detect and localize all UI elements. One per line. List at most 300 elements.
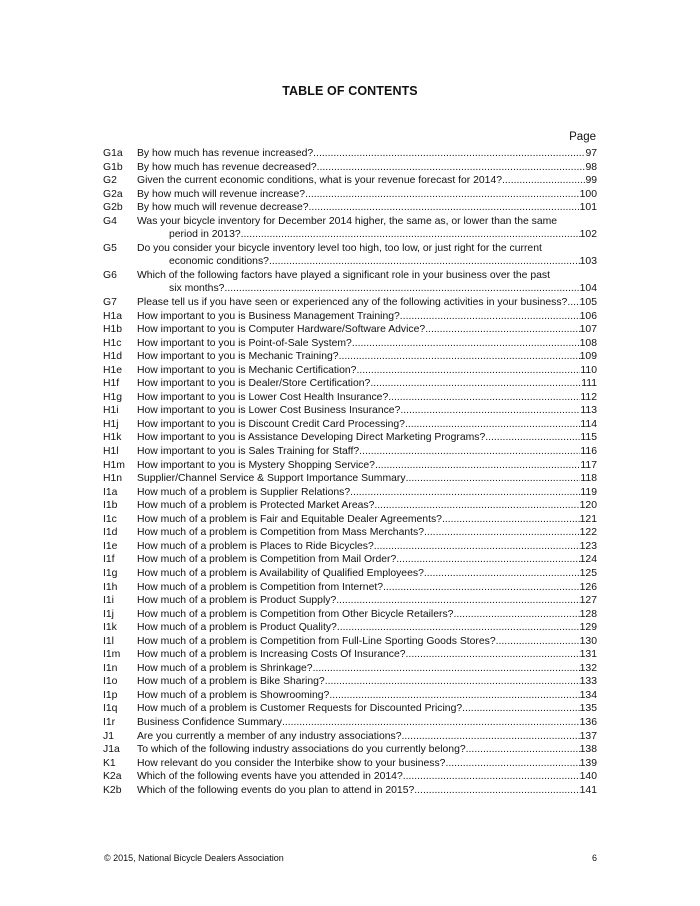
toc-entry-line [137, 716, 597, 730]
toc-entry-page: 119 [580, 486, 597, 498]
toc-entry-body [137, 377, 597, 391]
toc-entry-line [137, 282, 597, 296]
toc-entry-body [137, 702, 597, 716]
toc-entry-body [137, 675, 597, 689]
toc-entry-body [137, 689, 597, 703]
toc-entry-title: How relevant do you consider the Interbike show to your business? [137, 757, 446, 769]
toc-entry-title: How much of a problem is Product Quality? [137, 622, 337, 634]
toc-entry-title: How important to you is Assistance Developing Direct Marketing Programs? [137, 432, 486, 444]
toc-entry-title: Which of the following events do you plan to attend in 2015? [137, 784, 415, 796]
toc-entry [103, 770, 597, 784]
toc-entry-line [137, 635, 597, 649]
toc-entry-body [137, 540, 597, 554]
toc-entry [103, 350, 597, 364]
toc-entry [103, 269, 597, 296]
toc-entry-title: economic conditions? [169, 256, 269, 268]
toc-entry [103, 472, 597, 486]
copyright-notice: © 2015, National Bicycle Dealers Association [104, 853, 284, 863]
toc-entry [103, 242, 597, 269]
toc-entry-title: How much of a problem is Increasing Costs Of Insurance? [137, 649, 406, 661]
dot-leader [403, 770, 580, 784]
toc-entry-page: 127 [579, 595, 597, 607]
toc-entry-code: H1n [103, 473, 123, 485]
toc-entry [103, 147, 597, 161]
toc-entry-line [137, 581, 597, 595]
toc-entry-line [137, 350, 597, 364]
toc-entry [103, 188, 597, 202]
toc-entry-title: How important to you is Discount Credit Card Processing? [137, 418, 405, 430]
toc-entry-code: G2b [103, 202, 123, 214]
toc-entry-title: How much of a problem is Competition from Internet? [137, 581, 384, 593]
dot-leader [400, 310, 580, 324]
page-number: 6 [591, 853, 597, 863]
toc-entry-page: 140 [579, 771, 597, 783]
toc-entry-page: 112 [580, 391, 597, 403]
dot-leader [282, 716, 580, 730]
dot-leader [406, 472, 581, 486]
toc-entry-page: 130 [579, 635, 597, 647]
toc-entry-code: H1k [103, 432, 122, 444]
toc-entry [103, 296, 597, 310]
toc-entry-page: 121 [579, 513, 597, 525]
toc-entry-code: G2 [103, 175, 117, 187]
toc-entry-title: By how much will revenue decrease? [137, 202, 309, 214]
toc-entry-code: K2b [103, 784, 122, 796]
toc-entry [103, 418, 597, 432]
toc-entry-title: How important to you is Dealer/Store Certification? [137, 378, 371, 390]
dot-leader [425, 323, 579, 337]
footer [104, 853, 597, 863]
toc-entry-page: 98 [585, 161, 597, 173]
toc-entry [103, 404, 597, 418]
toc-entry-page: 103 [579, 256, 597, 268]
toc-entry-line [137, 161, 597, 175]
toc-entry-page: 106 [579, 310, 597, 322]
dot-leader [405, 418, 580, 432]
dot-leader [241, 228, 580, 242]
toc-entry-code: I1f [103, 554, 115, 566]
toc-entry-code: J1a [103, 744, 120, 756]
toc-entry-title: How much of a problem is Competition from Mass Merchants? [137, 527, 425, 539]
toc-entry-page: 97 [585, 148, 597, 159]
toc-entry-page: 124 [579, 554, 597, 566]
toc-entry-body [137, 174, 597, 188]
dot-leader [374, 499, 579, 513]
toc-entry-page: 137 [579, 730, 597, 742]
toc-entry-body [137, 472, 597, 486]
dot-leader [402, 730, 580, 744]
toc-entry-body [137, 608, 597, 622]
toc-entry-body [137, 215, 597, 242]
dot-leader [466, 743, 580, 757]
toc-entry-title: Are you currently a member of any industry associations? [137, 730, 402, 742]
toc-entry [103, 431, 597, 445]
toc-entry-page: 99 [585, 175, 597, 187]
toc-entry-body [137, 242, 597, 269]
toc-entry-body [137, 499, 597, 513]
toc-entry-code: G7 [103, 297, 117, 309]
toc-entry-code: I1d [103, 527, 118, 539]
toc-entry-title: How much of a problem is Competition from Mail Order? [137, 554, 397, 566]
toc-entry-title: How much of a problem is Showrooming? [137, 689, 330, 701]
toc-entry-code: H1f [103, 378, 120, 390]
dot-leader [442, 513, 580, 527]
toc-entry-page: 110 [580, 364, 597, 376]
toc-entry-title: period in 2013? [169, 229, 241, 241]
toc-entry-line [137, 770, 597, 784]
toc-entry-title: Which of the following factors have played a significant role in your business over the past [137, 269, 550, 281]
toc-entry-line [137, 459, 597, 473]
toc-entry-title: By how much has revenue decreased? [137, 161, 317, 173]
toc-entry-body [137, 391, 597, 405]
toc-entry-code: H1i [103, 405, 119, 417]
dot-leader [374, 540, 580, 554]
dot-leader [336, 594, 579, 608]
toc-entry-code: H1d [103, 351, 123, 363]
toc-entry-title: How much of a problem is Fair and Equitable Dealer Agreements? [137, 513, 442, 525]
toc-entry-body [137, 526, 597, 540]
toc-entry-code: G4 [103, 215, 117, 227]
toc-entry-body [137, 310, 597, 324]
toc-entry-body [137, 161, 597, 175]
toc-entry-line [137, 621, 597, 635]
toc-entry-code: I1i [103, 595, 114, 607]
toc-entry-body [137, 296, 597, 310]
toc-entry-title: How important to you is Sales Training for Staff? [137, 446, 360, 458]
toc-entry [103, 702, 597, 716]
toc-entry-title: How important to you is Mechanic Training? [137, 351, 339, 363]
toc-entry-code: J1 [103, 730, 114, 742]
toc-entry-page: 104 [579, 283, 597, 295]
toc-entry-line [137, 431, 597, 445]
toc-entry-code: I1a [103, 486, 118, 498]
toc-entry-page: 115 [580, 432, 597, 444]
dot-leader [309, 201, 580, 215]
toc-entry [103, 689, 597, 703]
toc-entry-line [137, 743, 597, 757]
dot-leader [370, 377, 581, 391]
toc-entry-line [137, 323, 597, 337]
toc-entry-code: I1e [103, 540, 118, 552]
dot-leader [424, 567, 580, 581]
dot-leader [337, 621, 580, 635]
toc-entry-line [137, 472, 597, 486]
toc-entry-line [137, 364, 597, 378]
toc-entry [103, 526, 597, 540]
toc-entry-line [137, 255, 597, 269]
toc-entry-code: G2a [103, 188, 123, 200]
toc-entry-line [137, 730, 597, 744]
toc-entry-body [137, 201, 597, 215]
toc-entry-code: I1j [103, 608, 114, 620]
toc-entry-body [137, 418, 597, 432]
toc-entry-title: Given the current economic conditions, what is your revenue forecast for 2014? [137, 175, 503, 187]
toc-entry-body [137, 730, 597, 744]
toc-entry-page: 125 [579, 567, 597, 579]
toc-entry-title: By how much has revenue increased? [137, 148, 314, 159]
dot-leader [329, 689, 579, 703]
toc-entry-line [137, 310, 597, 324]
toc-entry-body [137, 350, 597, 364]
dot-leader [496, 635, 580, 649]
toc-entry-line [137, 757, 597, 771]
toc-entry-line [137, 147, 597, 161]
toc-entry [103, 635, 597, 649]
toc-entry-code: I1q [103, 703, 118, 715]
toc-entry-body [137, 716, 597, 730]
toc-entry-code: H1c [103, 337, 122, 349]
toc-entry-code: I1o [103, 676, 118, 688]
toc-entry [103, 743, 597, 757]
toc-entry-title: six months? [169, 283, 225, 295]
toc-entry-title: Supplier/Channel Service & Support Importance Summary [137, 473, 406, 485]
toc-entry-title: By how much will revenue increase? [137, 188, 306, 200]
toc-entry-page: 134 [579, 689, 597, 701]
dot-leader [269, 255, 580, 269]
page-column-header: Page [569, 131, 596, 143]
toc-entry [103, 567, 597, 581]
dot-leader [383, 581, 580, 595]
dot-leader [352, 337, 580, 351]
toc-entry-line [137, 662, 597, 676]
dot-leader [502, 174, 585, 188]
toc-entry-line [137, 675, 597, 689]
toc-entry-line [137, 377, 597, 391]
toc-entry-line [137, 418, 597, 432]
toc-entry-code: H1l [103, 446, 119, 458]
toc-entry-code: I1b [103, 500, 118, 512]
toc-entry [103, 594, 597, 608]
toc-entry-line [137, 594, 597, 608]
toc-entry-page: 136 [579, 716, 597, 728]
toc-entry-body [137, 648, 597, 662]
toc-entry-title: How much of a problem is Shrinkage? [137, 662, 313, 674]
toc-entry [103, 391, 597, 405]
toc-entry-body [137, 269, 597, 296]
toc-entry [103, 716, 597, 730]
toc-entry-body [137, 337, 597, 351]
toc-entry-code: I1n [103, 662, 118, 674]
dot-leader [453, 608, 579, 622]
toc-entry-line [137, 486, 597, 500]
toc-entry-line [137, 404, 597, 418]
toc-entry-body [137, 431, 597, 445]
dot-leader [406, 648, 580, 662]
toc-entry-page: 108 [579, 337, 597, 349]
toc-entry-title: To which of the following industry associations do you currently belong? [137, 744, 466, 756]
toc-entry-page: 126 [579, 581, 597, 593]
page-title: TABLE OF CONTENTS [282, 84, 418, 98]
toc-entry-line [137, 608, 597, 622]
toc-entry-code: G5 [103, 242, 117, 254]
toc-entry-line [137, 513, 597, 527]
toc-entry-page: 122 [579, 527, 597, 539]
toc-entry-title: How important to you is Lower Cost Business Insurance? [137, 405, 401, 417]
dot-leader [396, 553, 579, 567]
toc-entry [103, 174, 597, 188]
toc-entry-body [137, 459, 597, 473]
toc-entry-code: H1m [103, 459, 125, 471]
toc-entry-page: 101 [579, 202, 597, 214]
toc-entry-code: I1k [103, 622, 117, 634]
dot-leader [485, 431, 580, 445]
toc-entry [103, 648, 597, 662]
toc-entry [103, 730, 597, 744]
dot-leader [400, 404, 580, 418]
toc-entry [103, 201, 597, 215]
toc-entry-title: Do you consider your bicycle inventory level too high, too low, or just right for the current [137, 242, 542, 254]
toc-entry-code: I1m [103, 649, 121, 661]
toc-entry-title: How important to you is Mechanic Certification? [137, 364, 357, 376]
toc-entry [103, 608, 597, 622]
toc-entry-page: 117 [580, 459, 597, 471]
toc-entry-page: 118 [580, 473, 597, 485]
toc-entry-page: 100 [579, 188, 597, 200]
toc-entry-line [137, 201, 597, 215]
dot-leader [317, 161, 586, 175]
toc-entry-body [137, 486, 597, 500]
toc-entry-title: How much of a problem is Supplier Relations? [137, 486, 351, 498]
toc-entry-title: Which of the following events have you attended in 2014? [137, 771, 403, 783]
toc-entry-code: H1j [103, 418, 119, 430]
dot-leader [359, 445, 580, 459]
toc-entry-page: 123 [579, 540, 597, 552]
toc-entry-line [137, 174, 597, 188]
toc-entry-line [137, 499, 597, 513]
toc-entry-line [137, 567, 597, 581]
toc-entry-line [137, 648, 597, 662]
toc-entry [103, 784, 597, 798]
toc-entry [103, 323, 597, 337]
toc-entry [103, 621, 597, 635]
toc-entry-page: 111 [581, 378, 597, 390]
toc-entry-body [137, 621, 597, 635]
toc-entry-title: How much of a problem is Protected Market Areas? [137, 500, 375, 512]
toc-entry-body [137, 581, 597, 595]
toc-entry-title: How much of a problem is Competition from Other Bicycle Retailers? [137, 608, 454, 620]
toc-entry-code: I1l [103, 635, 114, 647]
toc-entry-code: I1h [103, 581, 118, 593]
toc-entry [103, 337, 597, 351]
toc-entry-page: 132 [579, 662, 597, 674]
toc-entry [103, 161, 597, 175]
toc-entry [103, 499, 597, 513]
toc-entry-body [137, 567, 597, 581]
toc-entry-body [137, 188, 597, 202]
toc-entry-line [137, 702, 597, 716]
toc-entry-page: 114 [580, 418, 597, 430]
toc-entry [103, 364, 597, 378]
toc-entry-body [137, 364, 597, 378]
toc-entry-body [137, 513, 597, 527]
toc-entry [103, 377, 597, 391]
dot-leader [325, 675, 580, 689]
toc-entry-body [137, 323, 597, 337]
dot-leader [305, 188, 580, 202]
toc-entry-line [137, 784, 597, 798]
toc-entry-code: H1b [103, 324, 123, 336]
toc-entry-page: 109 [579, 351, 597, 363]
dot-leader [350, 486, 580, 500]
dot-leader [313, 662, 580, 676]
toc-entry-title: Please tell us if you have seen or experienced any of the following activities in your business? [137, 297, 568, 309]
toc-entry [103, 540, 597, 554]
dot-leader [567, 296, 579, 310]
toc-entry [103, 486, 597, 500]
toc-entry-page: 116 [580, 446, 597, 458]
toc-entry-title: How much of a problem is Competition from Full-Line Sporting Goods Stores? [137, 635, 496, 647]
table-of-contents [103, 147, 597, 797]
toc-entry-code: G1a [103, 148, 123, 159]
dot-leader [356, 364, 580, 378]
dot-leader [339, 350, 580, 364]
toc-entry-code: G1b [103, 161, 123, 173]
toc-entry-body [137, 445, 597, 459]
toc-entry [103, 675, 597, 689]
toc-entry-page: 102 [579, 229, 597, 241]
toc-entry-title: How important to you is Business Management Training? [137, 310, 400, 322]
toc-entry-code: H1g [103, 391, 123, 403]
toc-entry-line [137, 188, 597, 202]
dot-leader [445, 757, 579, 771]
toc-entry-title: How much of a problem is Product Supply? [137, 595, 337, 607]
toc-entry-title: How important to you is Lower Cost Health Insurance? [137, 391, 389, 403]
toc-entry-title: How important to you is Computer Hardware/Software Advice? [137, 324, 426, 336]
toc-entry-body [137, 770, 597, 784]
toc-entry-code: G6 [103, 269, 117, 281]
toc-entry-line [137, 526, 597, 540]
toc-entry-code: K2a [103, 771, 122, 783]
toc-entry [103, 445, 597, 459]
toc-entry-page: 133 [579, 676, 597, 688]
toc-entry-code: I1p [103, 689, 118, 701]
toc-entry [103, 513, 597, 527]
toc-entry-title: How much of a problem is Bike Sharing? [137, 676, 325, 688]
toc-entry-code: H1e [103, 364, 123, 376]
toc-entry-title: How important to you is Mystery Shopping Service? [137, 459, 375, 471]
toc-entry-body [137, 743, 597, 757]
toc-entry-page: 139 [579, 757, 597, 769]
toc-entry-line [137, 337, 597, 351]
toc-entry-page: 128 [579, 608, 597, 620]
toc-entry-title: How much of a problem is Availability of Qualified Employees? [137, 567, 424, 579]
toc-entry-body [137, 147, 597, 161]
toc-entry-page: 135 [579, 703, 597, 715]
dot-leader [424, 526, 580, 540]
toc-entry-code: I1c [103, 513, 117, 525]
toc-entry-code: K1 [103, 757, 116, 769]
toc-entry-line [137, 296, 597, 310]
toc-entry-line [137, 445, 597, 459]
toc-entry-title: How important to you is Point-of-Sale System? [137, 337, 352, 349]
toc-entry [103, 310, 597, 324]
toc-entry-body [137, 594, 597, 608]
toc-entry-title: How much of a problem is Customer Requests for Discounted Pricing? [137, 703, 463, 715]
toc-entry-code: I1g [103, 567, 118, 579]
toc-entry-body [137, 553, 597, 567]
toc-entry-page: 105 [579, 297, 597, 309]
toc-entry-line [137, 540, 597, 554]
toc-entry-title: How much of a problem is Places to Ride Bicycles? [137, 540, 374, 552]
toc-entry-page: 131 [579, 649, 597, 661]
toc-entry-page: 141 [579, 784, 597, 796]
toc-entry-page: 113 [580, 405, 597, 417]
toc-entry-line [137, 553, 597, 567]
dot-leader [462, 702, 580, 716]
toc-entry-body [137, 784, 597, 798]
toc-entry [103, 215, 597, 242]
dot-leader [313, 147, 585, 161]
